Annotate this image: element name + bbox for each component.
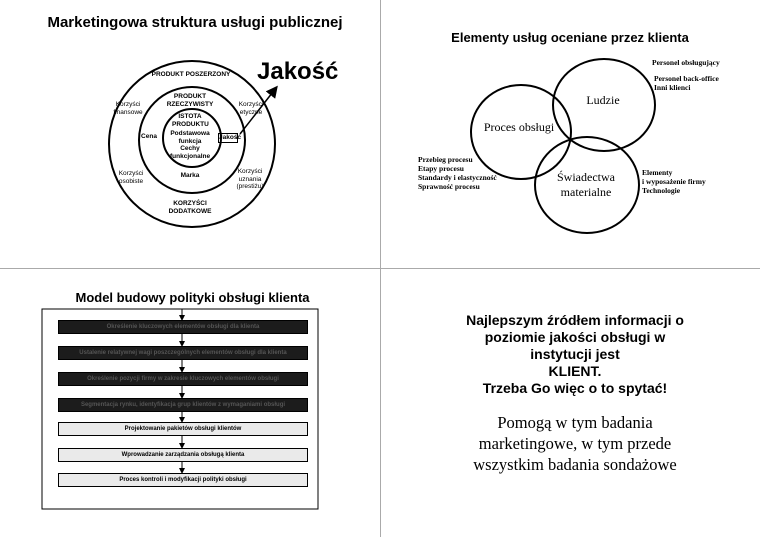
backoffice-label: Personel back-office Inni klienci [654, 74, 719, 92]
slide3-title: Model budowy polityki obsługi klienta [75, 290, 310, 305]
model-step-3: Określenie pozycji firmy w zakresie kluczowych elementów obsługi [58, 372, 308, 386]
slide4-line-5: Trzeba Go więc o to spytać! [482, 380, 668, 396]
slide4-heading [440, 312, 710, 397]
model-step-2: Ustalenie relatywnej wagi poszczególnych elementów obsługi dla klienta [58, 346, 308, 360]
equipment-list: Elementy i wyposażenie firmy Technologie [642, 168, 706, 195]
slide2-title: Elementy usług oceniane przez klienta [451, 30, 689, 45]
slide4-line-4: KLIENT. [548, 363, 602, 379]
jakosc-heading: Jakość [257, 58, 339, 85]
slide4-line-2: poziomie jakości obsługi w [484, 329, 666, 345]
vertical-divider [380, 0, 381, 537]
slide4-line-8: wszystkim badania sondażowe [473, 455, 677, 474]
marka-label: Marka [180, 172, 200, 179]
outer-label: PRODUKT POSZERZONY [151, 71, 231, 78]
model-step-4: Segmentacja rynku, identyfikacja grup klientów z wymaganiami obsługi [58, 398, 308, 412]
korzysci-osobiste: Korzyści osobiste [118, 170, 144, 185]
model-step-6: Wprowadzanie zarządzania obsługą klienta [58, 448, 308, 462]
model-step-5: Projektowanie pakietów obsługi klientów [58, 422, 308, 436]
slide4-line-3: instytucji jest [530, 346, 620, 362]
slide4-body [445, 412, 705, 475]
process-label: Proces obsługi [483, 120, 555, 134]
process-list: Przebieg procesu Etapy procesu Standardy i elastyczność Sprawność procesu [418, 155, 497, 191]
korzysci-etyczne: Korzyści etyczne [238, 101, 264, 116]
evidence-label: Świadectwa materialne [557, 170, 615, 199]
inner-label: ISTOTA PRODUKTU [172, 113, 209, 128]
people-label: Ludzie [586, 93, 620, 107]
model-step-7: Proces kontroli i modyfikacji polityki obsługi [58, 473, 308, 487]
slide4-line-7: marketingowe, w tym przede [478, 434, 672, 453]
korzysci-uznania: Korzyści uznania (prestiżu) [236, 168, 264, 190]
middle-label: PRODUKT RZECZYWISTY [166, 93, 214, 108]
korzysci-finansowe: Korzyści finansowe [113, 101, 143, 116]
slide4-line-6: Pomogą w tym badania [497, 413, 653, 432]
model-step-1: Określenie kluczowych elementów obsługi dla klienta [58, 320, 308, 334]
jakosc-small-label: Jakość [219, 134, 242, 141]
slide4-line-1: Najlepszym źródłem informacji o [466, 312, 684, 328]
cena-label: Cena [141, 133, 157, 140]
staff-label: Personel obsługujący [652, 58, 720, 67]
inner-text: Podstawowa funkcja Cechy funkcjonalne [170, 130, 211, 160]
slide1-title: Marketingowa struktura usługi publicznej [47, 14, 343, 31]
korzysci-dodatkowe: KORZYŚCI DODATKOWE [168, 200, 212, 215]
